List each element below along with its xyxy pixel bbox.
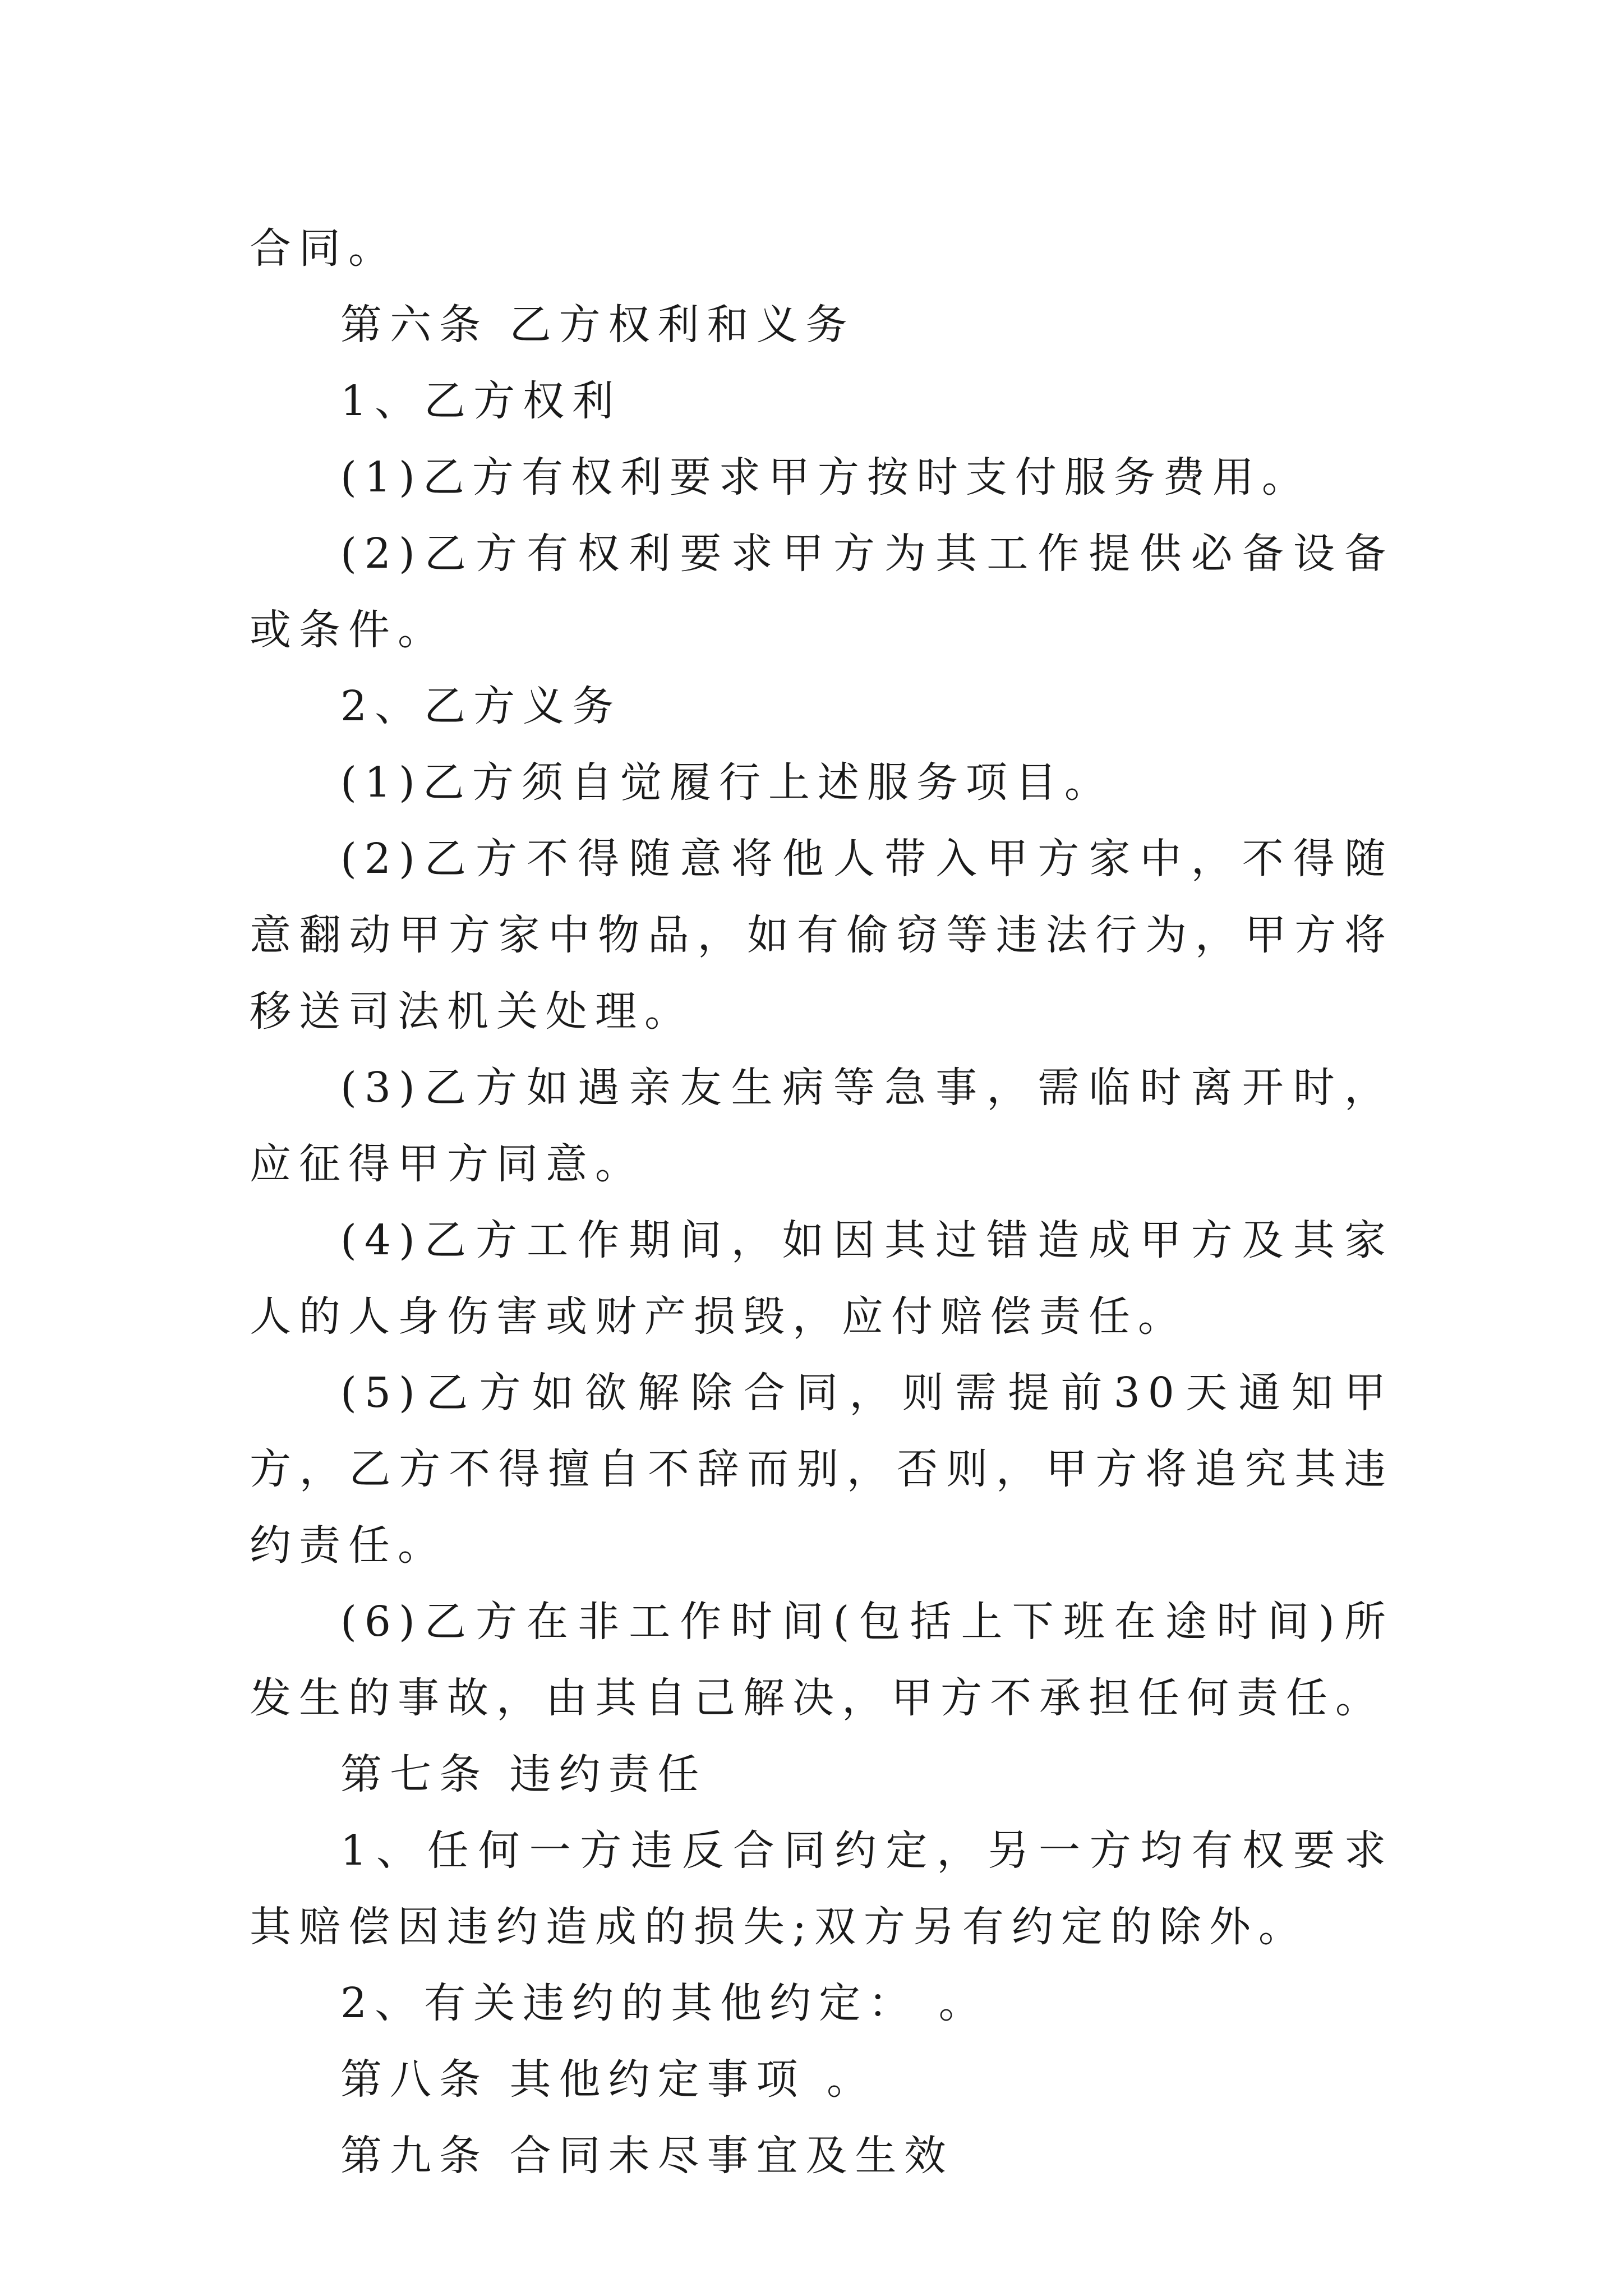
- clause-obligation-5: (5)乙方如欲解除合同，则需提前30天通知甲方，乙方不得擅自不辞而别，否则，甲方将追究其违约责任。: [250, 1369, 1394, 1570]
- clause-rights-2: (2)乙方有权利要求甲方为其工作提供必备设备或条件。: [250, 530, 1394, 654]
- contract-body: [250, 210, 1394, 2194]
- clause-obligation-1: (1)乙方须自觉履行上述服务项目。: [340, 758, 1114, 807]
- heading-article-7: 第七条 违约责任: [340, 1750, 707, 1798]
- clause-obligation-6: (6)乙方在非工作时间(包括上下班在途时间)所发生的事故，由其自己解决，甲方不承担任何责任。: [250, 1598, 1394, 1722]
- heading-article-9: 第九条 合同未尽事宜及生效: [340, 2132, 954, 2180]
- subheading-party-b-rights: 1、乙方权利: [340, 377, 622, 425]
- clause-obligation-2: (2)乙方不得随意将他人带入甲方家中，不得随意翻动甲方家中物品，如有偷窃等违法行为，甲方将移送司法机关处理。: [250, 835, 1394, 1036]
- heading-article-6: 第六条 乙方权利和义务: [340, 301, 855, 349]
- paragraph-contract-end: 合同。: [250, 224, 398, 273]
- clause-rights-1: (1)乙方有权利要求甲方按时支付服务费用。: [340, 453, 1311, 501]
- clause-obligation-4: (4)乙方工作期间，如因其过错造成甲方及其家人的人身伤害或财产损毁，应付赔偿责任。: [250, 1216, 1394, 1341]
- clause-obligation-3: (3)乙方如遇亲友生病等急事，需临时离开时，应征得甲方同意。: [250, 1064, 1394, 1188]
- clause-breach-2: 2、有关违约的其他约定： 。: [340, 1979, 988, 2027]
- heading-article-8: 第八条 其他约定事项 。: [340, 2055, 877, 2104]
- subheading-party-b-obligations: 2、乙方义务: [340, 682, 622, 730]
- clause-breach-1: 1、任何一方违反合同约定，另一方均有权要求其赔偿因违约造成的损失;双方另有约定的除外。: [250, 1826, 1394, 1951]
